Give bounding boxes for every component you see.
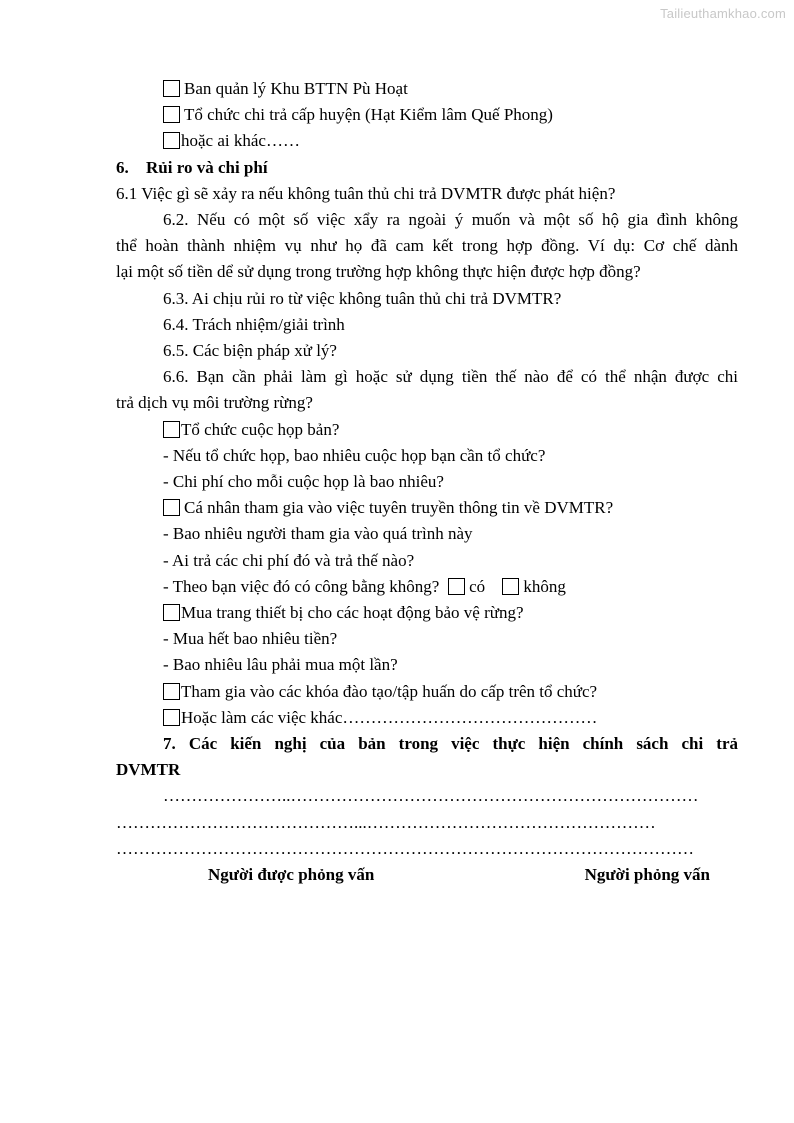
checkbox[interactable] bbox=[163, 421, 180, 438]
question-6-2-line3: lại một số tiền dể sử dụng trong trường hợp không thực hiện được hợp đồng? bbox=[116, 262, 641, 282]
checkbox[interactable] bbox=[163, 106, 180, 123]
option-communication bbox=[116, 495, 738, 521]
sub-equip-cost: - Mua hết bao nhiêu tiền? bbox=[163, 629, 338, 649]
answer-dotline-1: …………………..……………………………………………………………… bbox=[163, 786, 699, 806]
checkbox-yes[interactable] bbox=[448, 578, 465, 595]
option-label: Cá nhân tham gia vào việc tuyên truyền thông tin về DVMTR? bbox=[184, 498, 614, 518]
option-training bbox=[116, 679, 738, 705]
answer-dotline-2: ……………………………………...…………………………………………… bbox=[116, 812, 656, 832]
option-label: Mua trang thiết bị cho các hoạt động bảo vệ rừng? bbox=[181, 603, 524, 623]
question-6-6-line1: 6.6. Bạn cần phải làm gì hoặc sử dụng tiền thế nào để có thể nhận được chi bbox=[163, 367, 738, 387]
checkbox[interactable] bbox=[163, 683, 180, 700]
sub-meeting-cost: - Chi phí cho mỗi cuộc họp là bao nhiêu? bbox=[163, 472, 444, 492]
option-to-chuc-chi-tra bbox=[116, 102, 738, 128]
section-number: 6. bbox=[116, 157, 129, 177]
sub-comm-people: - Bao nhiêu người tham gia vào quá trình này bbox=[163, 524, 473, 544]
checkbox[interactable] bbox=[163, 80, 180, 97]
sub-comm-payer: - Ai trả các chi phí đó và trả thế nào? bbox=[163, 550, 415, 570]
signature-row bbox=[116, 862, 738, 888]
question-6-3: 6.3. Ai chịu rủi ro từ việc không tuân thủ chi trả DVMTR? bbox=[163, 288, 562, 308]
question-6-4: 6.4. Trách nhiệm/giải trình bbox=[163, 314, 345, 334]
question-6-1: 6.1 Việc gì sẽ xảy ra nếu không tuân thủ chi trả DVMTR được phát hiện? bbox=[116, 183, 616, 203]
no-label: không bbox=[523, 576, 566, 596]
option-ai-khac bbox=[116, 128, 738, 154]
checkbox-no[interactable] bbox=[502, 578, 519, 595]
interviewee-label: Người được phỏng vấn bbox=[208, 865, 375, 885]
sub-meeting-count: - Nếu tổ chức họp, bao nhiêu cuộc họp bạn cần tổ chức? bbox=[163, 445, 546, 465]
checkbox[interactable] bbox=[163, 499, 180, 516]
document-page bbox=[116, 76, 738, 888]
fairness-label: - Theo bạn việc đó có công bằng không? bbox=[163, 576, 440, 596]
question-6-2-line1: 6.2. Nếu có một số việc xẩy ra ngoài ý muốn và một số hộ gia đình không bbox=[163, 210, 738, 230]
question-6-6-line2: trả dịch vụ môi trường rừng? bbox=[116, 393, 313, 413]
yes-label: có bbox=[469, 576, 486, 596]
sub-equip-freq: - Bao nhiêu lâu phải mua một lần? bbox=[163, 655, 398, 675]
interviewer-label: Người phỏng vấn bbox=[584, 865, 710, 885]
watermark: Tailieuthamkhao.com bbox=[660, 6, 786, 21]
answer-dotline-3: ………………………………………………………………………………………… bbox=[116, 838, 694, 858]
question-6-5: 6.5. Các biện pháp xử lý? bbox=[163, 341, 337, 361]
option-label: Tham gia vào các khóa đào tạo/tập huấn do cấp trên tổ chức? bbox=[181, 681, 598, 701]
option-label: Ban quản lý Khu BTTN Pù Hoạt bbox=[184, 79, 408, 98]
option-label: hoặc ai khác…… bbox=[181, 131, 300, 151]
option-label: Tổ chức cuộc họp bản? bbox=[181, 419, 340, 439]
option-ban-quan-ly bbox=[116, 76, 738, 102]
option-other bbox=[116, 705, 738, 731]
question-6-2-line2: thể hoàn thành nhiệm vụ như họ đã cam kết trong hợp đồng. Ví dụ: Cơ chế dành bbox=[116, 236, 738, 256]
section-7-heading-line1: 7. Các kiến nghị của bản trong việc thực hiện chính sách chi trả bbox=[163, 734, 738, 754]
checkbox[interactable] bbox=[163, 132, 180, 149]
option-meeting bbox=[116, 417, 738, 443]
section-title: Rủi ro và chi phí bbox=[146, 157, 268, 177]
checkbox[interactable] bbox=[163, 604, 180, 621]
option-label: Tổ chức chi trả cấp huyện (Hạt Kiểm lâm Quế Phong) bbox=[184, 105, 553, 125]
section-6-heading bbox=[116, 155, 738, 181]
checkbox[interactable] bbox=[163, 709, 180, 726]
section-7-heading-line2: DVMTR bbox=[116, 760, 181, 780]
fairness-question bbox=[116, 574, 738, 600]
option-equipment bbox=[116, 600, 738, 626]
option-label: Hoặc làm các việc khác……………………………………… bbox=[181, 707, 598, 727]
